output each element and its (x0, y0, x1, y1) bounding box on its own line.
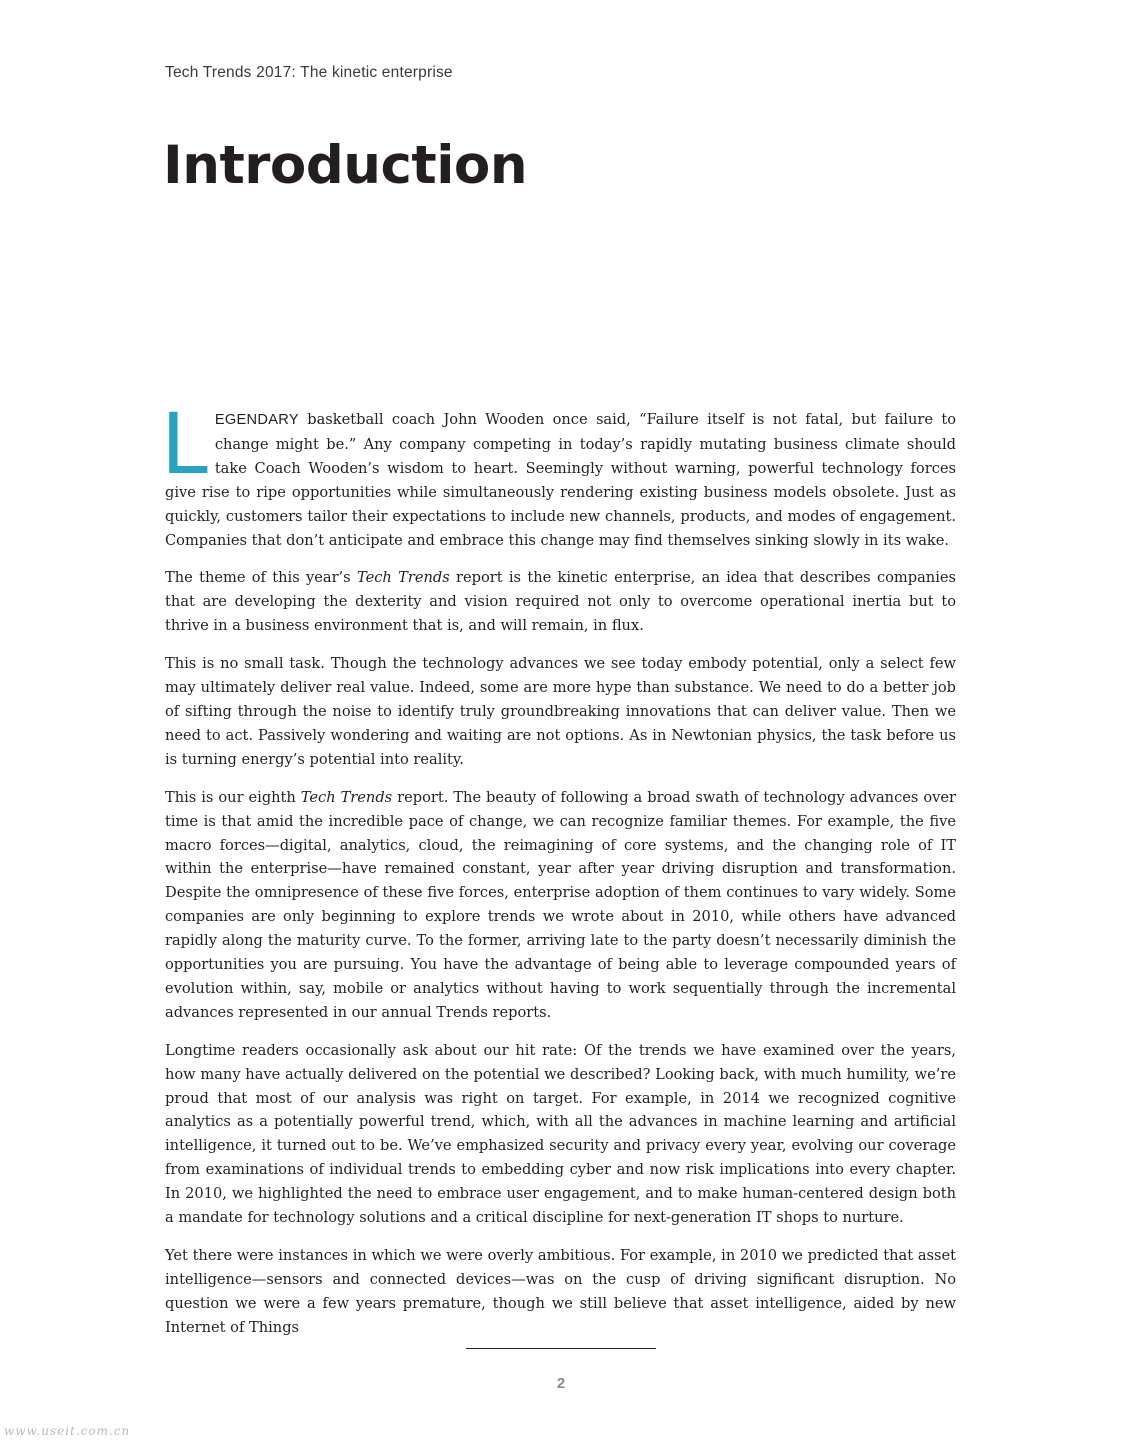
paragraph-5: Longtime readers occasionally ask about our hit rate: Of the trends we have examined over the years, how many have actually delivered on the potential we described? Looking back, with much humility, we’re proud that most of our analysis was right on target. For example, in 2014 we recognized cognitive analytics as a potentially powerful trend, which, with all the advances in machine learning and artificial intelligence, it turned out to be. We’ve emphasized security and privacy every year, evolving our coverage from examinations of individual trends to embedding cyber and now risk implications into every chapter. In 2010, we highlighted the need to embrace user engagement, and to make human-centered design both a mandate for technology solutions and a critical discipline for next-generation IT shops to nurture. (165, 1041, 956, 1227)
footer-divider (466, 1348, 656, 1349)
body-text (161, 395, 956, 1354)
page-title: Introduction (163, 135, 528, 196)
paragraph-4 (165, 786, 956, 1025)
paragraph-1 (161, 395, 956, 552)
page-number: 2 (556, 1375, 566, 1392)
report-title-italic: Tech Trends (300, 788, 393, 806)
running-header: Tech Trends 2017: The kinetic enterprise (165, 64, 453, 81)
paragraph-2-before: The theme of this year’s (165, 569, 357, 587)
report-title-italic: Tech Trends (356, 569, 450, 587)
paragraph-4-before: This is our eighth (165, 788, 301, 806)
paragraph-4-after: report. The beauty of following a broad swath of technology advances over time is that amid the incredible pace of change, we can recognize familiar themes. For example, the five macro forces—digital, analytics, cloud, the reimagining of core systems, and the changing role of IT within the enterprise—have remained constant, year after year driving disruption and transformation. Despite the omnipresence of these five forces, enterprise adoption of them continues to vary widely. Some companies are only beginning to explore trends we wrote about in 2010, while others have advanced rapidly along the maturity curve. To the former, arriving late to the party doesn’t necessarily diminish the opportunities you are pursuing. You have the advantage of being able to leverage compounded years of evolution within, say, mobile or analytics without having to work sequentially through the incremental advances represented in our annual Trends reports. (165, 788, 956, 1021)
lead-word: EGENDARY (214, 412, 299, 428)
paragraph-3: This is no small task. Though the technology advances we see today embody potential, only a select few may ultimately deliver real value. Indeed, some are more hype than substance. We need to do a better job of sifting through the noise to identify truly groundbreaking innovations that can deliver value. Then we need to act. Passively wondering and waiting are not options. As in Newtonian physics, the task before us is turning energy’s potential into reality. (165, 655, 956, 768)
paragraph-2 (165, 566, 956, 638)
paragraph-1-text: basketball coach John Wooden once said, “Failure itself is not fatal, but failure to change might be.” Any company competing in today’s rapidly mutating business climate should take Coach Wooden’s wisdom to heart. Seemingly without warning, powerful technology forces give rise to ripe opportunities while simultaneously rendering existing business models obsolete. Just as quickly, customers tailor their expectations to include new channels, products, and modes of engagement. Companies that don’t anticipate and embrace this change may find themselves sinking slowly in its wake. (165, 411, 956, 549)
paragraph-6: Yet there were instances in which we were overly ambitious. For example, in 2010 we predicted that asset intelligence—sensors and connected devices—was on the cusp of driving significant disruption. No question we were a few years premature, though we still believe that asset intelligence, aided by new Internet of Things (165, 1247, 956, 1336)
watermark: www.useit.com.cn (4, 1424, 131, 1438)
paragraph-2-after: report is the kinetic enterprise, an idea that describes companies that are developing the dexterity and vision required not only to overcome operational inertia but to thrive in a business environment that is, and will remain, in flux. (165, 569, 956, 635)
drop-cap: L (161, 395, 208, 493)
